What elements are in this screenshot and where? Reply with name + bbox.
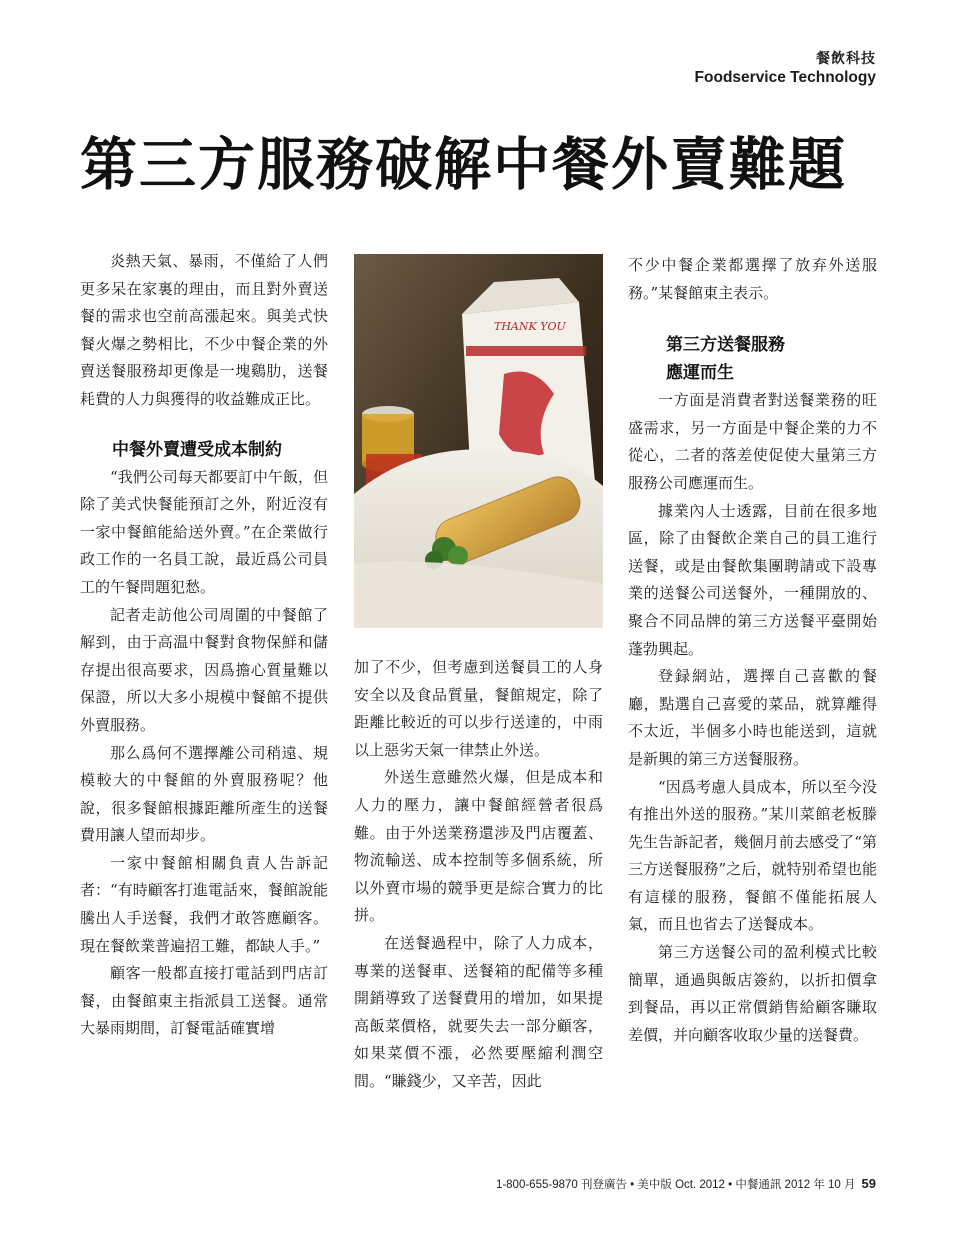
paragraph: 炎熱天氣、暴雨，不僅給了人們更多呆在家裏的理由，而且對外賣送餐的需求也空前高漲起來。與美式快餐火爆之勢相比，不少中餐企業的外賣送餐服務却更像是一塊鷄肋，送餐耗費的人力與獲得的收益難成正比。 (80, 252, 328, 408)
article-title: 第三方服務破解中餐外賣難題 (80, 131, 847, 198)
page-footer (496, 1176, 876, 1192)
paragraph: 登録網站，選擇自己喜歡的餐廳，點選自己喜愛的菜品，就算離得不太近，半個多小時也能送到，這就是新興的第三方送餐服務。 (628, 667, 877, 768)
subheading-line-1: 第三方送餐服務 (666, 335, 785, 356)
paragraph: 第三方送餐公司的盈利模式比較簡單，通過與飯店簽約，以折扣價拿到餐品，再以正常價銷售給顧客賺取差價，并向顧客收取少量的送餐費。 (628, 943, 877, 1044)
paragraph: 外送生意雖然火爆，但是成本和人力的壓力，讓中餐館經營者很爲難。由于外送業務還涉及門店覆蓋、物流輸送、成本控制等多個系統，所以外賣市場的競爭更是綜合實力的比拼。 (354, 768, 603, 925)
section-label-en: Foodservice Technology (694, 69, 876, 86)
takeout-food-photo (354, 254, 603, 628)
footer-publication-info: 1-800-655-9870 刊登廣告 • 美中版 Oct. 2012 • 中餐通訊 2012 年 10 月 (495, 1179, 856, 1191)
paragraph: 記者走訪他公司周圍的中餐館了解到，由于高温中餐對食物保鮮和儲存提出很高要求，因爲擔心質量難以保證，所以大多小規模中餐館不提供外賣服務。 (80, 605, 328, 734)
paragraph: 據業內人士透露，目前在很多地區，除了由餐飲企業自己的員工進行送餐，或是由餐飲集團聘請或下設專業的送餐公司送餐外，一種開放的、聚合不同品牌的第三方送餐平臺開始蓬勃興起。 (628, 501, 877, 658)
section-label-cn: 餐飲科技 (816, 51, 876, 67)
paragraph: 一方面是消費者對送餐業務的旺盛需求，另一方面是中餐企業的力不從心，二者的落差使促使大量第三方服務公司應運而生。 (628, 391, 877, 492)
section-header (695, 50, 876, 88)
paragraph: 不少中餐企業都選擇了放弃外送服務。”某餐館東主表示。 (628, 256, 877, 302)
paragraph: 加了不少，但考慮到送餐員工的人身安全以及食品質量，餐館規定，除了距離比較近的可以步行送達的，中雨以上惡劣天氣一律禁止外送。 (354, 658, 603, 759)
paragraph: 那么爲何不選擇離公司稍遠、規模較大的中餐館的外賣服務呢？他說，很多餐館根據距離所產生的送餐費用讓人望而却步。 (80, 743, 328, 845)
paragraph: 在送餐過程中，除了人力成本，專業的送餐車、送餐箱的配備等多種開銷導致了送餐費用的增加，如果提高飯菜價格，就要失去一部分顧客，如果菜價不漲，必然要壓縮利潤空間。“賺錢少，又辛苦，因此 (354, 933, 603, 1090)
paragraph: “因爲考慮人員成本，所以至今没有推出外送的服務。”某川菜館老板滕先生告訴記者，幾個月前去感受了“第三方送餐服務”之后，就特别希望也能有這樣的服務，餐館不僅能拓展人氣，而且也省去了送餐成本。 (628, 777, 877, 934)
page-number: 59 (861, 1176, 876, 1191)
subheading (628, 331, 877, 387)
paragraph: 顧客一般都直接打電話到門店訂餐，由餐館東主指派員工送餐。通常大暴雨期間，訂餐電話確實增 (80, 964, 328, 1038)
article-column-1 (80, 248, 328, 1043)
article-column-2 (354, 654, 603, 1096)
paragraph: “我們公司每天都要訂中午飯，但除了美式快餐能預訂之外，附近沒有一家中餐館能給送外賣。”在企業做行政工作的一名員工說，最近爲公司員工的午餐問題犯愁。 (80, 467, 328, 596)
subheading-line-2: 應運而生 (666, 363, 734, 384)
box-thank-you-text: THANK YOU (494, 320, 566, 333)
subheading: 中餐外賣遭受成本制約 (112, 439, 282, 460)
article-column-3 (628, 252, 877, 1049)
paragraph: 一家中餐館相關負責人告訴記者：“有時顧客打進電話來，餐館說能騰出人手送餐，我們才敢答應顧客。現在餐飲業普遍招工難，都缺人手。” (80, 853, 328, 955)
